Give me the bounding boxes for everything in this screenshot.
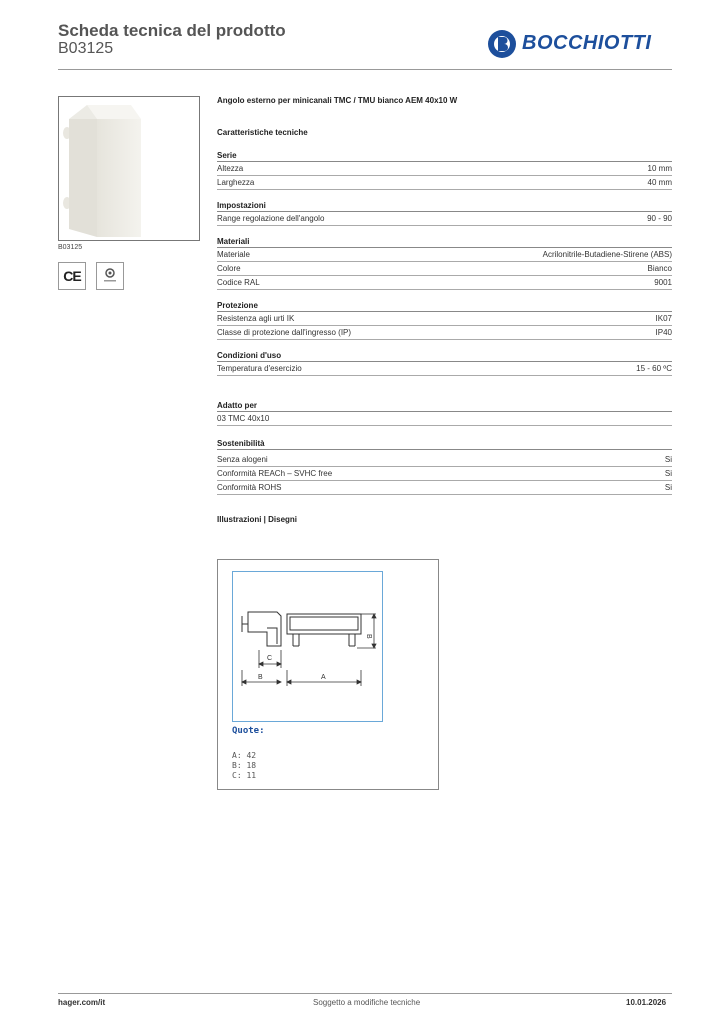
row-value: Acrilonitrile-Butadiene-Stirene (ABS)	[542, 250, 672, 259]
row-label: Range regolazione dell'angolo	[217, 214, 325, 223]
row-value: 40 mm	[647, 178, 672, 187]
table-row	[217, 453, 672, 467]
row-value: Si	[664, 455, 672, 464]
table-row	[217, 162, 672, 176]
ce-certificate	[58, 262, 86, 290]
spec-group-condizioni	[217, 351, 672, 376]
product-image	[58, 96, 200, 241]
spec-group-serie	[217, 151, 672, 190]
quotes-title: Quote:	[232, 726, 265, 736]
product-code: B03125	[58, 40, 114, 57]
product-photo-icon	[59, 97, 199, 240]
row-label: Classe di protezione dall'ingresso (IP)	[217, 328, 352, 337]
table-row	[217, 276, 672, 290]
dimension-drawing-icon	[233, 572, 382, 721]
logo-text: BOCCHIOTTI	[522, 32, 652, 54]
image-caption: B03125	[58, 244, 83, 251]
footer-disclaimer: Soggetto a modifiche tecniche	[313, 998, 421, 1007]
specs-heading: Caratteristiche tecniche	[217, 128, 308, 137]
group-title: Adatto per	[217, 401, 672, 412]
row-label: Conformità REACh – SVHC free	[217, 469, 333, 478]
row-label: Materiale	[217, 250, 250, 259]
row-label: Conformità ROHS	[217, 483, 282, 492]
product-title: Angolo esterno per minicanali TMC / TMU bianco AEM 40x10 W	[217, 96, 458, 105]
group-title: Serie	[217, 151, 672, 162]
illustrations-heading: Illustrazioni | Disegni	[217, 515, 298, 524]
table-row	[217, 176, 672, 190]
dim-label-b: B	[258, 674, 263, 681]
spec-group-impostazioni	[217, 201, 672, 226]
quality-certificate	[96, 262, 124, 290]
row-value: IP40	[655, 328, 672, 337]
dim-label-side: B	[365, 634, 372, 639]
table-row	[217, 467, 672, 481]
row-label: Codice RAL	[217, 278, 260, 287]
suitable-for-group	[217, 401, 672, 426]
row-value: 10 mm	[647, 164, 672, 173]
row-label: Temperatura d'esercizio	[217, 364, 302, 373]
row-label: 03 TMC 40x10	[217, 414, 270, 423]
sustainability-group	[217, 439, 672, 495]
row-label: Senza alogeni	[217, 455, 268, 464]
quote-line: A: 42	[232, 751, 257, 760]
row-value: Bianco	[647, 264, 672, 273]
group-title: Condizioni d'uso	[217, 351, 672, 362]
row-value: IK07	[655, 314, 672, 323]
group-title: Impostazioni	[217, 201, 672, 212]
spec-group-materiali	[217, 237, 672, 290]
certification-seal-icon	[100, 266, 120, 286]
group-title: Sostenibilità	[217, 439, 672, 450]
row-value: 90 - 90	[647, 214, 672, 223]
ce-mark-icon: CE	[63, 268, 81, 284]
dim-label-c: C	[267, 655, 273, 662]
row-label: Altezza	[217, 164, 244, 173]
table-row	[217, 412, 672, 426]
bocchiotti-logo-icon	[486, 28, 518, 60]
table-row	[217, 362, 672, 376]
quote-line: B: 18	[232, 761, 257, 770]
quote-line: C: 11	[232, 771, 257, 780]
header-divider	[58, 69, 672, 70]
footer-website: hager.com/it	[58, 998, 106, 1007]
dim-label-a: A	[321, 674, 326, 681]
table-row	[217, 248, 672, 262]
row-value: Si	[664, 483, 672, 492]
row-value: 15 - 60 ºC	[636, 364, 672, 373]
table-row	[217, 481, 672, 495]
row-value: Si	[664, 469, 672, 478]
footer-date: 10.01.2026	[626, 998, 667, 1007]
spec-group-protezione	[217, 301, 672, 340]
row-label: Larghezza	[217, 178, 255, 187]
row-label: Colore	[217, 264, 241, 273]
drawing-frame	[232, 571, 383, 722]
technical-drawing	[217, 559, 439, 790]
specs-panel	[217, 96, 672, 524]
table-row	[217, 326, 672, 340]
group-title: Materiali	[217, 237, 672, 248]
row-value: 9001	[654, 278, 672, 287]
footer-divider	[58, 993, 672, 994]
page-title: Scheda tecnica del prodotto	[58, 21, 286, 40]
group-title: Protezione	[217, 301, 672, 312]
brand-logo	[486, 28, 676, 60]
table-row	[217, 262, 672, 276]
table-row	[217, 212, 672, 226]
row-label: Resistenza agli urti IK	[217, 314, 295, 323]
table-row	[217, 312, 672, 326]
